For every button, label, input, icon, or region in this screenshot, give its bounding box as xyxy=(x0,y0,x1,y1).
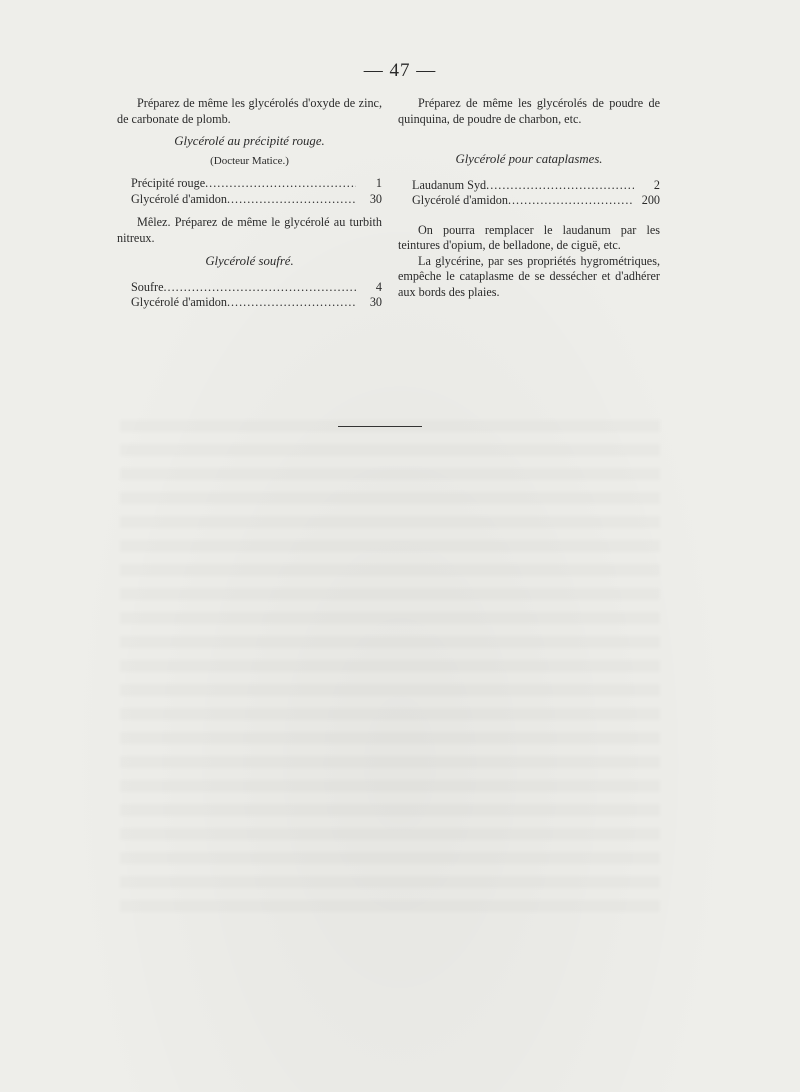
ingredient-name: Précipité rouge xyxy=(131,176,206,190)
left-intro-paragraph: Préparez de même les glycérolés d'oxyde de zinc, de carbonate de plomb. xyxy=(117,96,382,126)
ingredient-quantity: 4 xyxy=(375,279,382,294)
ingredient-row xyxy=(131,176,382,192)
ingredient-name: Glycérolé d'amidon xyxy=(412,193,508,207)
recipe-title-cataplasmes: Glycérolé pour cataplasmes. xyxy=(455,152,603,166)
ingredient-row xyxy=(131,192,382,208)
recipe-title-precipite-rouge: Glycérolé au précipité rouge. xyxy=(174,134,325,148)
ingredient-row xyxy=(412,193,660,209)
left-column xyxy=(117,96,382,311)
leader-dots xyxy=(164,280,357,296)
ingredient-quantity: 30 xyxy=(369,295,382,309)
ingredient-name: Soufre xyxy=(131,279,164,294)
page-number: — 47 — xyxy=(363,60,437,81)
left-note-paragraph: Mêlez. Préparez de même le glycérolé au turbith nitreux. xyxy=(117,215,382,245)
recipe-title-soufre: Glycérolé soufré. xyxy=(205,254,294,268)
ingredient-name: Laudanum Syd xyxy=(412,177,487,192)
right-intro-paragraph: Préparez de même les glycérolés de poudre de quinquina, de poudre de charbon, etc. xyxy=(398,96,660,126)
ingredient-name: Glycérolé d'amidon xyxy=(131,191,227,206)
ingredient-quantity: 2 xyxy=(653,177,660,192)
show-through-texture xyxy=(120,420,660,920)
right-paragraph-glycerine: La glycérine, par ses propriétés hygrométriques, empêche le cataplasme de se dessécher et d'adhérer aux bords des plaies. xyxy=(398,253,660,299)
ingredient-row xyxy=(131,295,382,311)
leader-dots xyxy=(227,192,356,208)
recipe-attribution: (Docteur Matice.) xyxy=(210,154,289,167)
ingredient-quantity: 200 xyxy=(641,193,660,207)
leader-dots xyxy=(227,295,356,311)
leader-dots xyxy=(205,176,356,192)
ingredient-quantity: 30 xyxy=(369,191,382,206)
ingredient-quantity: 1 xyxy=(375,176,382,190)
leader-dots xyxy=(486,178,634,194)
ingredient-name: Glycérolé d'amidon xyxy=(131,295,227,309)
right-column xyxy=(398,96,660,300)
leader-dots xyxy=(508,193,634,209)
section-divider-rule xyxy=(338,426,422,427)
ingredient-row xyxy=(131,280,382,296)
ingredient-row xyxy=(412,178,660,194)
right-paragraph-laudanum: On pourra remplacer le laudanum par les teintures d'opium, de belladone, de ciguë, etc. xyxy=(398,222,660,252)
